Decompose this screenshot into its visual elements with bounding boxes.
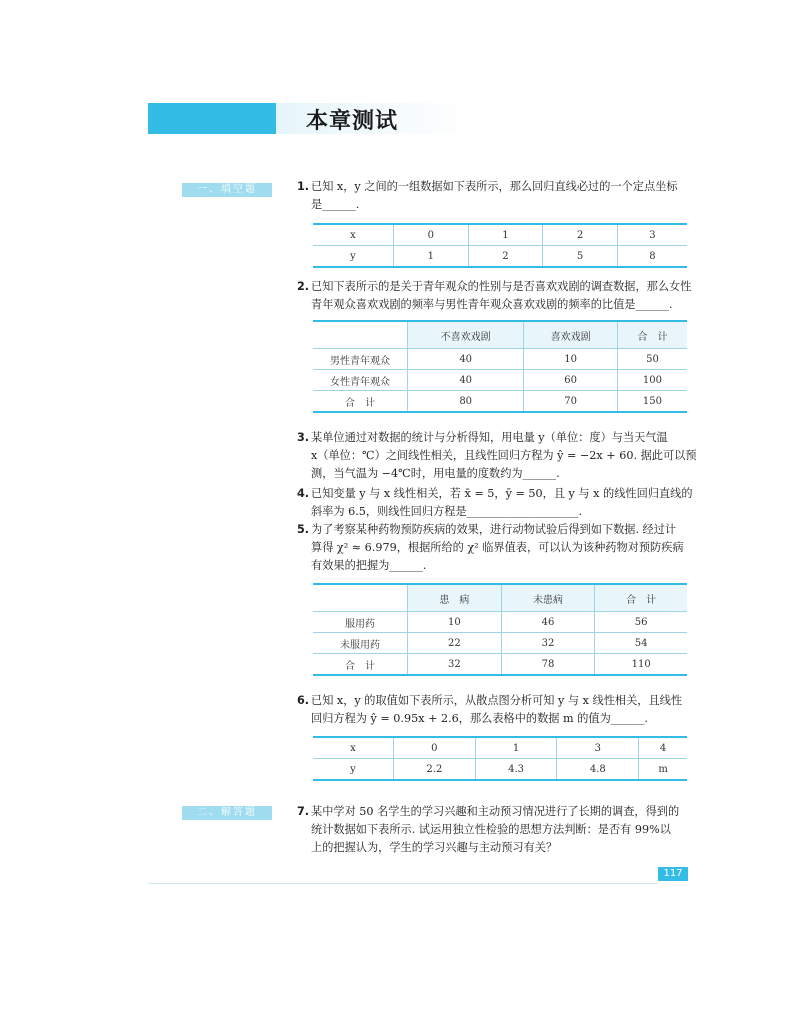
- table-cell: 合 计: [595, 584, 687, 612]
- section-answer-tab: 二、解答题: [182, 806, 272, 820]
- table-cell: 4.3: [475, 759, 557, 781]
- table-row: [313, 759, 687, 781]
- question-text-line: 回归方程为 ŷ = 0.95x + 2.6，那么表格中的数据 m 的值为______.: [311, 712, 648, 725]
- table-cell: 1: [468, 224, 543, 246]
- table-cell: 4.8: [557, 759, 639, 781]
- q5-table: [313, 583, 687, 676]
- table-cell: 服用药: [313, 612, 408, 633]
- table-cell: 2.2: [394, 759, 476, 781]
- table-cell: 80: [408, 391, 524, 413]
- table-cell: 100: [617, 370, 687, 391]
- question-text-line: 上的把握认为，学生的学习兴趣与主动预习有关？: [311, 841, 558, 854]
- question-number: 6.: [297, 694, 310, 707]
- table-row: [313, 584, 687, 612]
- table-cell: 110: [595, 654, 687, 676]
- question-text-line: 测，当气温为 −4℃时，用电量的度数约为______.: [311, 467, 560, 480]
- header-accent-block: [148, 103, 276, 134]
- table-cell: 男性青年观众: [313, 349, 408, 370]
- q2-table: [313, 320, 687, 413]
- table-row: [313, 612, 687, 633]
- question-4: [297, 485, 693, 521]
- table-cell: 未服用药: [313, 633, 408, 654]
- table-row: [313, 370, 687, 391]
- table-cell: 4: [639, 737, 687, 759]
- question-text-line: x（单位：℃）之间线性相关，且线性回归方程为 ŷ = −2x + 60. 据此可以预: [311, 449, 697, 462]
- table-row: [313, 349, 687, 370]
- table-cell: 50: [617, 349, 687, 370]
- question-6: [297, 692, 689, 728]
- table-row: [313, 737, 687, 759]
- table-cell: 10: [408, 612, 502, 633]
- question-3: [297, 429, 697, 483]
- table-cell: 1: [475, 737, 557, 759]
- question-text-line: 斜率为 6.5，则线性回归方程是____________________.: [311, 505, 583, 518]
- table-cell: y: [313, 246, 394, 268]
- page-title: 本章测试: [306, 108, 399, 134]
- table-row: [313, 391, 687, 413]
- table-cell: 10: [524, 349, 618, 370]
- table-cell: 3: [557, 737, 639, 759]
- question-text-line: 青年观众喜欢戏剧的频率与男性青年观众喜欢戏剧的频率的比值是______.: [311, 298, 673, 311]
- question-number: 3.: [297, 431, 310, 444]
- question-text-line: 已知 x，y 的取值如下表所示，从散点图分析可知 y 与 x 线性相关，且线性: [311, 694, 683, 707]
- table-row: [313, 224, 687, 246]
- table-cell: 78: [501, 654, 595, 676]
- table-cell: 40: [408, 370, 524, 391]
- question-1: [297, 178, 689, 214]
- table-cell: [313, 584, 408, 612]
- question-text-line: 某中学对 50 名学生的学习兴趣和主动预习情况进行了长期的调查，得到的: [311, 805, 680, 818]
- question-7: [297, 803, 689, 857]
- table-cell: 1: [394, 246, 469, 268]
- table-cell: 8: [617, 246, 687, 268]
- table-cell: [313, 321, 408, 349]
- table-cell: 22: [408, 633, 502, 654]
- footer-rule: [148, 883, 658, 884]
- question-text-line: 统计数据如下表所示. 试运用独立性检验的思想方法判断：是否有 99%以: [311, 823, 671, 836]
- table-cell: 3: [617, 224, 687, 246]
- table-cell: x: [313, 737, 394, 759]
- question-text-line: 已知下表所示的是关于青年观众的性别与是否喜欢戏剧的调查数据，那么女性: [311, 280, 692, 293]
- question-number: 7.: [297, 805, 310, 818]
- question-text-line: 已知 x，y 之间的一组数据如下表所示，那么回归直线必过的一个定点坐标: [311, 180, 678, 193]
- question-5: [297, 521, 689, 575]
- table-cell: 0: [394, 737, 476, 759]
- table-cell: 合 计: [617, 321, 687, 349]
- page-number: 117: [658, 867, 688, 881]
- question-text-line: 已知变量 y 与 x 线性相关，若 x̄ = 5，ȳ = 50，且 y 与 x 的线性回归直线的: [311, 487, 693, 500]
- question-number: 2.: [297, 280, 310, 293]
- table-cell: 不喜欢戏剧: [408, 321, 524, 349]
- table-cell: 患 病: [408, 584, 502, 612]
- table-cell: x: [313, 224, 394, 246]
- table-cell: 54: [595, 633, 687, 654]
- question-text-line: 为了考察某种药物预防疾病的效果，进行动物试验后得到如下数据. 经过计: [311, 523, 677, 536]
- question-2: [297, 278, 692, 314]
- table-cell: 合 计: [313, 654, 408, 676]
- question-text-line: 某单位通过对数据的统计与分析得知，用电量 y（单位：度）与当天气温: [311, 431, 668, 444]
- table-cell: m: [639, 759, 687, 781]
- question-number: 5.: [297, 523, 310, 536]
- table-cell: y: [313, 759, 394, 781]
- table-cell: 未患病: [501, 584, 595, 612]
- section-fill-in-tab: 一、填空题: [182, 183, 272, 197]
- table-cell: 2: [543, 224, 618, 246]
- table-cell: 32: [501, 633, 595, 654]
- table-cell: 2: [468, 246, 543, 268]
- table-cell: 70: [524, 391, 618, 413]
- table-row: [313, 246, 687, 268]
- question-text-line: 是______.: [311, 198, 360, 211]
- table-cell: 32: [408, 654, 502, 676]
- table-cell: 150: [617, 391, 687, 413]
- table-cell: 喜欢戏剧: [524, 321, 618, 349]
- table-row: [313, 633, 687, 654]
- question-text-line: 算得 χ² ≈ 6.979，根据所给的 χ² 临界值表，可以认为该种药物对预防疾病: [311, 541, 684, 554]
- question-text-line: 有效果的把握为______.: [311, 559, 427, 572]
- table-cell: 46: [501, 612, 595, 633]
- q6-table: [313, 736, 687, 781]
- table-cell: 合 计: [313, 391, 408, 413]
- table-cell: 0: [394, 224, 469, 246]
- table-row: [313, 654, 687, 676]
- table-cell: 40: [408, 349, 524, 370]
- table-cell: 5: [543, 246, 618, 268]
- q1-table: [313, 223, 687, 268]
- table-row: [313, 321, 687, 349]
- table-cell: 56: [595, 612, 687, 633]
- table-cell: 女性青年观众: [313, 370, 408, 391]
- table-cell: 60: [524, 370, 618, 391]
- question-number: 4.: [297, 487, 310, 500]
- question-number: 1.: [297, 180, 310, 193]
